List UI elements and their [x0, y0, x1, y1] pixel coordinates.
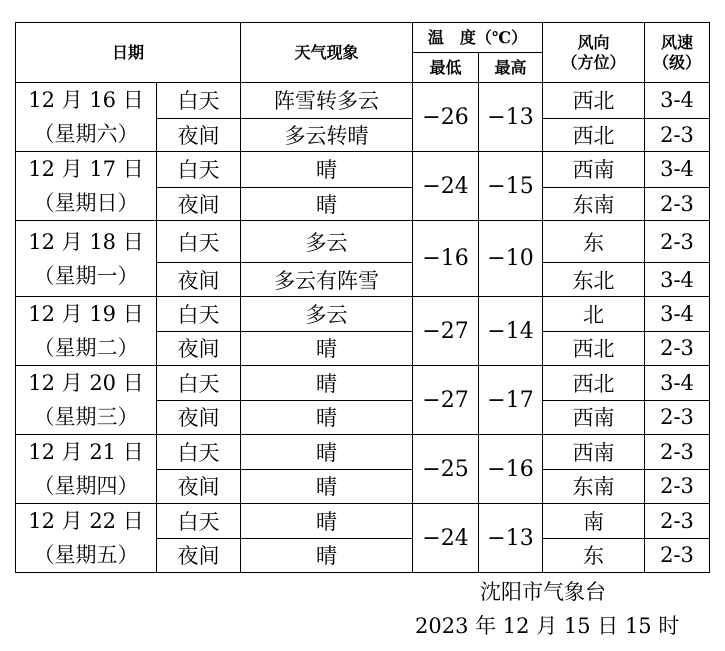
weather-night: 晴: [241, 400, 413, 435]
period-night: 夜间: [157, 331, 241, 366]
temp-high: −10: [479, 221, 543, 297]
wind-speed-day: 3-4: [645, 152, 710, 188]
temp-high: −17: [479, 366, 543, 435]
forecast-row-day: [16, 504, 710, 539]
date-label: 12 月 18 日: [28, 229, 144, 254]
weather-night: 晴: [241, 538, 413, 573]
forecast-row-day: [16, 83, 710, 119]
temp-high: −14: [479, 297, 543, 366]
weekday-label: （星期日）: [33, 191, 139, 215]
temp-low: −24: [413, 504, 479, 573]
forecast-body: [16, 83, 710, 573]
temp-high: −15: [479, 152, 543, 221]
issue-datetime: 2023 年 12 月 15 日 15 时: [415, 614, 680, 638]
weather-day: 多云: [241, 221, 413, 263]
period-day: 白天: [157, 435, 241, 470]
weekday-label: （星期二）: [33, 336, 139, 360]
weather-day: 阵雪转多云: [241, 83, 413, 119]
wind-speed-night: 2-3: [645, 331, 710, 366]
wind-direction-night: 东南: [543, 187, 645, 220]
weekday-label: （星期三）: [33, 405, 139, 429]
weather-day: 晴: [241, 366, 413, 401]
period-day: 白天: [157, 83, 241, 119]
wind-direction-day: 南: [543, 504, 645, 539]
period-night: 夜间: [157, 400, 241, 435]
date-cell: [16, 83, 157, 152]
header-wind-direction-line2: （方位）: [561, 52, 626, 72]
header-wind-speed-line1: 风速: [661, 32, 694, 52]
wind-direction-night: 东北: [543, 263, 645, 297]
wind-direction-day: 西北: [543, 83, 645, 119]
date-cell: [16, 504, 157, 573]
period-night: 夜间: [157, 538, 241, 573]
wind-speed-day: 2-3: [645, 504, 710, 539]
header-wind-direction: [543, 23, 645, 83]
weekday-label: （星期一）: [33, 263, 139, 288]
date-cell: [16, 366, 157, 435]
period-night: 夜间: [157, 263, 241, 297]
weekday-label: （星期四）: [33, 474, 139, 498]
date-label: 12 月 21 日: [28, 440, 144, 464]
weather-night: 晴: [241, 469, 413, 504]
weather-day: 晴: [241, 435, 413, 470]
wind-speed-night: 3-4: [645, 263, 710, 297]
header-wind-speed: [645, 23, 710, 83]
header-temp-low: 最低: [413, 53, 479, 83]
weather-night: 多云有阵雪: [241, 263, 413, 297]
wind-speed-night: 2-3: [645, 187, 710, 220]
date-cell: [16, 152, 157, 221]
weather-day: 晴: [241, 152, 413, 188]
period-night: 夜间: [157, 469, 241, 504]
forecast-row-day: [16, 297, 710, 332]
period-day: 白天: [157, 152, 241, 188]
weekday-label: （星期六）: [33, 122, 139, 146]
header-weather: 天气现象: [241, 23, 413, 83]
header-wind-speed-line2: （级）: [653, 52, 702, 72]
date-cell: [16, 435, 157, 504]
header-temp-high: 最高: [479, 53, 543, 83]
period-day: 白天: [157, 504, 241, 539]
header-wind-direction-line1: 风向: [577, 32, 610, 52]
wind-direction-day: 西南: [543, 152, 645, 188]
date-label: 12 月 17 日: [28, 157, 144, 181]
weather-night: 晴: [241, 187, 413, 220]
date-label: 12 月 22 日: [28, 509, 144, 533]
wind-direction-day: 西南: [543, 435, 645, 470]
date-label: 12 月 20 日: [28, 371, 144, 395]
temp-low: −25: [413, 435, 479, 504]
wind-direction-night: 东南: [543, 469, 645, 504]
temp-low: −24: [413, 152, 479, 221]
temp-high: −16: [479, 435, 543, 504]
weather-night: 多云转晴: [241, 118, 413, 151]
wind-direction-day: 西北: [543, 366, 645, 401]
weather-day: 晴: [241, 504, 413, 539]
temp-low: −16: [413, 221, 479, 297]
header-temperature: 温 度（℃）: [413, 23, 543, 53]
period-night: 夜间: [157, 187, 241, 220]
temp-low: −27: [413, 366, 479, 435]
wind-direction-night: 西北: [543, 331, 645, 366]
forecast-row-day: [16, 435, 710, 470]
period-day: 白天: [157, 221, 241, 263]
wind-direction-night: 西南: [543, 400, 645, 435]
wind-speed-day: 3-4: [645, 83, 710, 119]
wind-speed-night: 2-3: [645, 400, 710, 435]
weather-night: 晴: [241, 331, 413, 366]
date-label: 12 月 16 日: [28, 88, 144, 112]
temp-high: −13: [479, 504, 543, 573]
period-day: 白天: [157, 366, 241, 401]
forecast-row-day: [16, 152, 710, 188]
forecast-table: [15, 22, 710, 573]
header-date: 日期: [16, 23, 241, 83]
wind-speed-night: 2-3: [645, 118, 710, 151]
period-night: 夜间: [157, 118, 241, 151]
wind-direction-day: 东: [543, 221, 645, 263]
wind-speed-day: 3-4: [645, 366, 710, 401]
issuing-organization: 沈阳市气象台: [480, 580, 606, 604]
wind-speed-day: 3-4: [645, 297, 710, 332]
date-label: 12 月 19 日: [28, 302, 144, 326]
wind-direction-day: 北: [543, 297, 645, 332]
wind-direction-night: 西北: [543, 118, 645, 151]
period-day: 白天: [157, 297, 241, 332]
wind-direction-night: 东: [543, 538, 645, 573]
wind-speed-night: 2-3: [645, 469, 710, 504]
date-cell: [16, 297, 157, 366]
weather-day: 多云: [241, 297, 413, 332]
weekday-label: （星期五）: [33, 543, 139, 567]
wind-speed-day: 2-3: [645, 221, 710, 263]
forecast-row-day: [16, 221, 710, 263]
temp-high: −13: [479, 83, 543, 152]
temp-low: −26: [413, 83, 479, 152]
wind-speed-day: 2-3: [645, 435, 710, 470]
wind-speed-night: 2-3: [645, 538, 710, 573]
forecast-row-day: [16, 366, 710, 401]
date-cell: [16, 221, 157, 297]
temp-low: −27: [413, 297, 479, 366]
